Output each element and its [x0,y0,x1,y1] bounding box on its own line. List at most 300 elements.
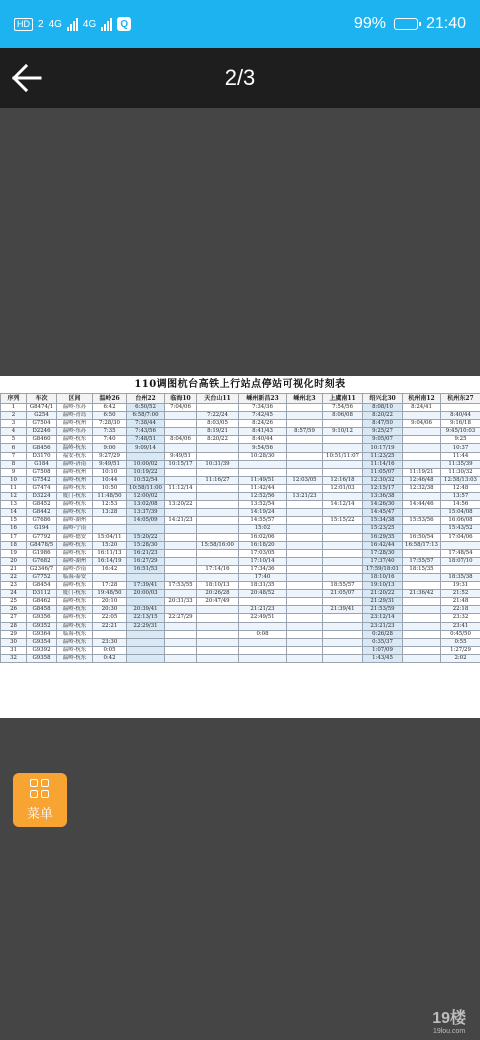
network-label-2: 4G [82,18,97,30]
table-cell: 23:21/23 [363,622,403,630]
table-cell: 福安-杭东 [57,452,93,460]
table-cell: 7:40 [93,436,127,444]
table-cell: 16:58/17:13 [403,541,441,549]
table-cell: 16:51/53 [127,565,165,573]
table-cell: 温岭-东苏 [57,404,93,412]
table-cell: 14 [1,509,27,517]
table-cell [323,444,363,452]
table-cell: 13:57 [441,493,480,501]
back-arrow-icon[interactable] [10,62,44,94]
table-cell: 17:40 [239,573,287,581]
table-cell: 11:42/44 [239,484,287,492]
network-label-1: 4G [48,18,62,30]
table-cell [197,444,239,452]
table-cell: 3 [1,420,27,428]
table-cell: D3112 [27,590,57,598]
table-cell: G8460 [27,436,57,444]
table-cell: 15:34/38 [363,517,403,525]
table-cell [323,525,363,533]
table-row [1,436,480,444]
table-cell [403,654,441,662]
table-cell: 23:32 [441,614,480,622]
table-cell [441,541,480,549]
table-cell [165,630,197,638]
table-cell [165,638,197,646]
column-header: 天台山11 [197,394,239,404]
table-cell [287,517,323,525]
table-cell: 18:07/10 [441,557,480,565]
table-cell: 12:52/56 [239,493,287,501]
table-cell: 23:41 [441,622,480,630]
table-cell [165,412,197,420]
table-cell: 15:15/22 [323,517,363,525]
table-cell: 22:49/51 [239,614,287,622]
table-cell: 21:20/22 [363,590,403,598]
table-cell: 16 [1,525,27,533]
table-cell [197,638,239,646]
table-cell: 20:47/49 [197,598,239,606]
table-cell [403,412,441,420]
table-cell: 8:40/44 [441,412,480,420]
table-cell: 9:45/10:03 [441,428,480,436]
table-row [1,557,480,565]
table-cell [287,436,323,444]
table-cell: 21:52 [441,590,480,598]
table-cell: 8:06/08 [323,412,363,420]
table-cell [323,614,363,622]
timetable-image[interactable] [0,376,480,718]
table-cell [287,444,323,452]
table-cell: 7:42/45 [239,412,287,420]
table-cell [197,646,239,654]
column-header: 温岭26 [93,394,127,404]
table-cell [323,654,363,662]
table-cell: 13:36/38 [363,493,403,501]
menu-button[interactable] [13,773,67,827]
table-cell [287,630,323,638]
table-cell [323,493,363,501]
column-header: 嵊州新昌23 [239,394,287,404]
table-cell: 温岭-杭州 [57,476,93,484]
clock: 21:40 [425,15,466,32]
table-cell: 15:28/30 [127,541,165,549]
table-row [1,525,480,533]
table-cell: 16:42/44 [363,541,403,549]
table-cell [127,646,165,654]
table-cell [197,404,239,412]
column-header: 上虞南11 [323,394,363,404]
table-cell: 温岭-杭东 [57,638,93,646]
table-cell: G7682 [27,557,57,565]
table-cell: G9392 [27,646,57,654]
table-cell: 12:15/17 [363,484,403,492]
hd-badge: HD [14,18,33,31]
table-cell: G7504 [27,420,57,428]
table-cell [165,654,197,662]
table-cell: 温岭-德安 [57,533,93,541]
table-cell: 2:02 [441,654,480,662]
table-cell [287,565,323,573]
table-cell: 21:36/42 [403,590,441,598]
table-cell [287,533,323,541]
table-cell: 11:19/21 [403,468,441,476]
table-cell: 17 [1,533,27,541]
table-cell [403,598,441,606]
table-cell: 14:12/14 [323,501,363,509]
column-header: 序列 [1,394,27,404]
table-cell [287,460,323,468]
table-cell: 16:06/08 [441,517,480,525]
table-cell [287,509,323,517]
table-cell [323,420,363,428]
table-cell [403,614,441,622]
table-cell: 10:37 [441,444,480,452]
table-cell: 11:16/27 [197,476,239,484]
table-cell [323,630,363,638]
table-cell [403,525,441,533]
table-cell [165,565,197,573]
table-cell: 9:49/51 [93,460,127,468]
table-cell: 23 [1,582,27,590]
table-cell [93,525,127,533]
table-cell: G8454 [27,582,57,590]
table-cell: 15:02 [239,525,287,533]
table-cell: 6:42 [93,404,127,412]
table-cell: 0:42 [93,654,127,662]
table-cell: 11:48/50 [93,493,127,501]
table-cell [323,533,363,541]
table-cell: 9:00 [93,444,127,452]
table-cell: 13:21/23 [287,493,323,501]
table-cell [403,622,441,630]
table-cell: 温岭-沙南 [57,565,93,573]
table-cell: 16:29/35 [363,533,403,541]
table-cell: 临海-杭东 [57,630,93,638]
table-cell [403,606,441,614]
table-cell: 8:20/22 [197,436,239,444]
table-row [1,573,480,581]
table-cell: G8478/5 [27,541,57,549]
table-cell [403,452,441,460]
site-watermark-logo [432,1005,466,1035]
table-cell [323,638,363,646]
table-cell [323,509,363,517]
table-cell: 10:15/17 [165,460,197,468]
table-cell: 8:41/43 [239,428,287,436]
table-cell: 7:38/44 [127,420,165,428]
table-cell: 20 [1,557,27,565]
table-cell: 9:04/06 [403,420,441,428]
table-row [1,541,480,549]
table-cell [287,646,323,654]
table-cell: 13:37/39 [127,509,165,517]
table-cell [197,525,239,533]
table-cell [197,484,239,492]
table-cell [127,630,165,638]
table-cell [287,501,323,509]
table-cell: 28 [1,622,27,630]
table-cell [287,549,323,557]
table-cell: 9:10/12 [323,428,363,436]
table-row [1,476,480,484]
table-cell: 21:53/59 [363,606,403,614]
table-cell: G8474/1 [27,404,57,412]
table-cell: 21:39/41 [323,606,363,614]
battery-icon [394,18,418,30]
table-cell: 19:10/13 [363,582,403,590]
table-cell: 14:55/57 [239,517,287,525]
table-cell: 18:10/16 [363,573,403,581]
table-cell: 8:03/05 [197,420,239,428]
table-cell: 7:04/06 [165,404,197,412]
table-cell [239,598,287,606]
table-cell [197,501,239,509]
table-cell [239,646,287,654]
status-right [354,15,466,33]
table-cell: 12:30/32 [363,476,403,484]
table-cell: 1:07/09 [363,646,403,654]
table-cell [165,476,197,484]
table-cell [165,622,197,630]
table-cell: 18:10/13 [197,582,239,590]
table-cell: 7 [1,452,27,460]
table-cell: 20:30 [93,606,127,614]
table-row [1,517,480,525]
table-cell [165,493,197,501]
table-cell: 10:31/39 [197,460,239,468]
table-cell [323,549,363,557]
table-cell: G9358 [27,654,57,662]
watermark-sub: 19lou.com [432,1028,466,1035]
table-cell: 17:03/05 [239,549,287,557]
table-row [1,549,480,557]
table-cell: 9:25/27 [363,428,403,436]
table-cell: 17:59/18:01 [363,565,403,573]
table-cell: 17:53/55 [165,582,197,590]
table-cell [287,598,323,606]
table-cell: 18:31/35 [239,582,287,590]
table-cell: 10 [1,476,27,484]
table-cell [239,460,287,468]
column-header: 临海10 [165,394,197,404]
table-cell: 17:48/54 [441,549,480,557]
table-cell: 22:13/15 [127,614,165,622]
table-cell [287,614,323,622]
table-cell: 15:04/08 [441,509,480,517]
table-cell [197,468,239,476]
table-cell: 14:19/24 [239,509,287,517]
table-row [1,460,480,468]
table-cell: 17:10/14 [239,557,287,565]
table-cell: 7:35 [93,428,127,436]
table-cell: 20:39/41 [127,606,165,614]
table-cell [403,573,441,581]
table-cell: 17:14/16 [197,565,239,573]
table-cell [323,541,363,549]
grid-menu-icon [30,779,50,799]
table-row [1,501,480,509]
table-cell: 20:00/03 [127,590,165,598]
table-cell: 0:35/37 [363,638,403,646]
table-cell [403,630,441,638]
table-cell: 10:52/54 [127,476,165,484]
table-cell: G8452 [27,501,57,509]
table-cell: 16:02/06 [239,533,287,541]
column-header: 区间 [57,394,93,404]
table-cell [323,460,363,468]
table-cell: G184 [27,460,57,468]
table-cell [287,638,323,646]
table-cell: 7:43/56 [127,428,165,436]
table-cell: 20:31/33 [165,598,197,606]
table-cell: 21:29/31 [363,598,403,606]
table-cell: 8:08/10 [363,404,403,412]
table-cell: 31 [1,646,27,654]
table-cell: 温岭-杭东 [57,444,93,452]
table-cell: 10:28/30 [239,452,287,460]
table-cell [127,452,165,460]
table-cell [197,452,239,460]
table-cell [287,573,323,581]
table-cell: 20:10 [93,598,127,606]
table-cell: G7792 [27,533,57,541]
table-cell: 22 [1,573,27,581]
table-cell: 21:21/23 [239,606,287,614]
table-cell [287,484,323,492]
table-cell [323,573,363,581]
table-cell: 14:44/46 [403,501,441,509]
table-cell: 32 [1,654,27,662]
table-cell: 8:24/41 [403,404,441,412]
table-cell [323,565,363,573]
table-cell: 18 [1,541,27,549]
table-cell: 16:27/29 [127,557,165,565]
table-cell: 10:51/11:07 [323,452,363,460]
table-cell: 23:12/14 [363,614,403,622]
table-cell [93,517,127,525]
signal-icon [67,18,78,31]
table-cell [165,428,197,436]
table-cell: 19 [1,549,27,557]
table-cell: 8 [1,460,27,468]
table-row [1,630,480,638]
table-cell [197,517,239,525]
table-cell: G194 [27,525,57,533]
table-cell [403,436,441,444]
table-cell: G8462 [27,598,57,606]
column-header: 台州22 [127,394,165,404]
table-row [1,420,480,428]
table-cell: 6 [1,444,27,452]
table-row [1,412,480,420]
table-row [1,598,480,606]
sim-number: 2 [38,18,44,30]
table-cell: 7:54/56 [323,404,363,412]
table-cell: 12:48 [441,484,480,492]
table-cell [127,573,165,581]
table-cell: 16:14/19 [93,557,127,565]
table-cell [165,541,197,549]
table-cell: 16:11/13 [93,549,127,557]
table-cell [287,557,323,565]
table-cell [287,525,323,533]
table-cell: 14:05/09 [127,517,165,525]
table-cell: 0:55 [441,638,480,646]
table-cell [197,606,239,614]
table-cell: 9:54/56 [239,444,287,452]
table-cell: 16:50/54 [403,533,441,541]
timetable-table [0,393,480,663]
table-cell [197,557,239,565]
table-cell: 温岭-杭东 [57,549,93,557]
table-row [1,590,480,598]
table-cell [197,573,239,581]
table-cell: G8442 [27,509,57,517]
table-cell: 温岭-杭东 [57,622,93,630]
status-bar [0,0,480,48]
table-cell: 8:19/21 [197,428,239,436]
table-cell [323,646,363,654]
table-cell: 17:34/36 [239,565,287,573]
table-cell: 20:48/52 [239,590,287,598]
table-row [1,452,480,460]
table-cell [287,452,323,460]
table-cell: 12 [1,493,27,501]
table-cell: 15:53/56 [403,517,441,525]
table-cell [441,565,480,573]
battery-percent: 99% [353,15,386,32]
table-cell [287,412,323,420]
table-cell: 14:21/23 [165,517,197,525]
table-cell: 7:34/36 [239,404,287,412]
table-row [1,654,480,662]
table-cell: 12:03/05 [287,476,323,484]
table-cell: 13 [1,501,27,509]
table-cell [403,444,441,452]
search-app-icon: Q [117,17,131,31]
table-cell: 17:28 [93,582,127,590]
table-cell: 11:23/25 [363,452,403,460]
table-cell: 22:05 [93,614,127,622]
table-cell: 21 [1,565,27,573]
table-cell: 9:25 [441,436,480,444]
table-cell: 温岭-杭东 [57,541,93,549]
table-cell: 9:09/14 [127,444,165,452]
table-cell: 10:50 [93,484,127,492]
table-cell: 8:20/22 [363,412,403,420]
table-cell: 11:44 [441,452,480,460]
table-row [1,493,480,501]
table-cell: G7508 [27,468,57,476]
table-cell [287,654,323,662]
table-cell: 0:05 [93,646,127,654]
table-cell: 22:29/31 [127,622,165,630]
table-cell [197,622,239,630]
table-cell: 13:52/54 [239,501,287,509]
table-cell: 29 [1,630,27,638]
table-cell: G9354 [27,638,57,646]
table-cell: 温岭-青岛 [57,412,93,420]
table-cell: 8:47/50 [363,420,403,428]
table-cell [127,598,165,606]
table-cell [287,590,323,598]
table-cell [93,630,127,638]
table-cell: G254 [27,412,57,420]
table-cell: 5 [1,436,27,444]
table-cell: 15 [1,517,27,525]
table-cell: 6:50 [93,412,127,420]
table-cell: 25 [1,598,27,606]
